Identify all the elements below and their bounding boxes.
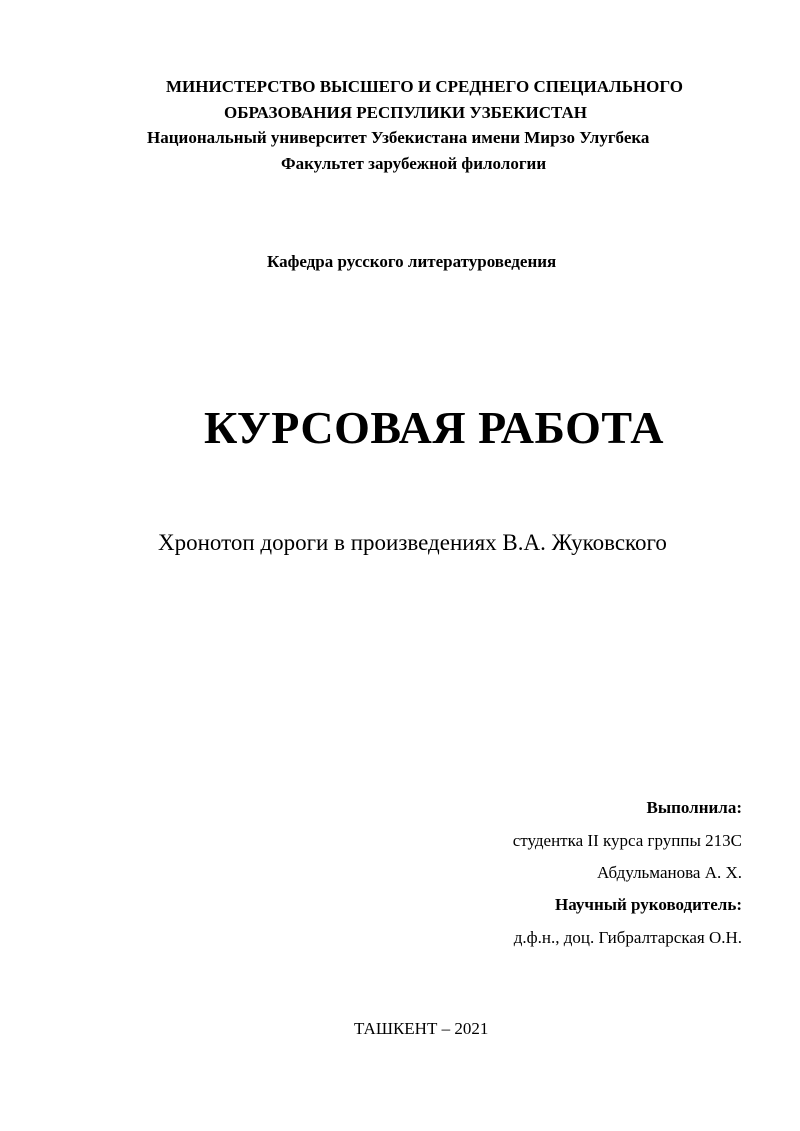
document-topic: Хронотоп дороги в произведениях В.А. Жуковского — [158, 530, 667, 555]
supervisor-name: д.ф.н., доц. Гибралтарская О.Н. — [513, 928, 742, 947]
supervisor-label: Научный руководитель: — [555, 895, 742, 914]
department-name: Кафедра русского литературоведения — [267, 252, 557, 271]
performed-by-label: Выполнила: — [646, 798, 742, 817]
document-title: КУРСОВАЯ РАБОТА — [204, 402, 664, 453]
student-course-group: студентка II курса группы 213С — [512, 831, 742, 850]
ministry-line-2: ОБРАЗОВАНИЯ РЕСПУЛИКИ УЗБЕКИСТАН — [224, 103, 588, 122]
student-name: Абдульманова А. Х. — [597, 863, 742, 882]
ministry-line-1: МИНИСТЕРСТВО ВЫСШЕГО И СРЕДНЕГО СПЕЦИАЛЬНОГО — [166, 77, 683, 96]
university-name: Национальный университет Узбекистана имени Мирзо Улугбека — [147, 128, 650, 147]
faculty-name: Факультет зарубежной филологии — [281, 154, 547, 173]
city-year: ТАШКЕНТ – 2021 — [354, 1019, 489, 1038]
